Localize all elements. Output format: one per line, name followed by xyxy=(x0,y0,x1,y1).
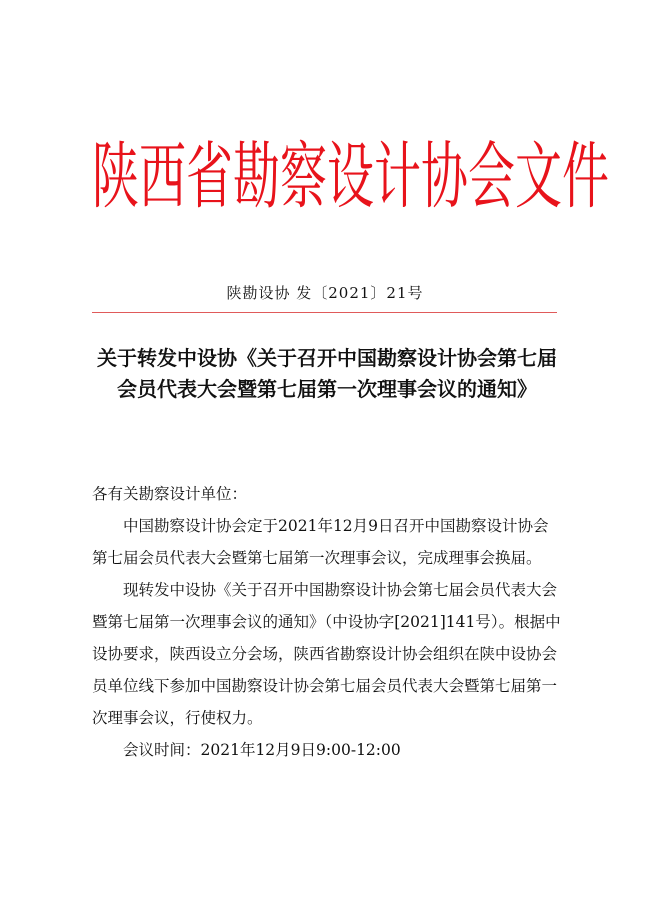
body-paragraph: 现转发中设协《关于召开中国勘察设计协会第七届会员代表大会暨第七届第一次理事会议的通知》（中设协字[2021]141号）。根据中设协要求，陕西设立分会场，陕西省勘察设计协会组织在陕中设协会员单位线下参加中国勘察设计协会第七届会员代表大会暨第七届第一次理事会议，行使权力。 xyxy=(92,581,561,727)
document-masthead: 陕西省勘察设计协会文件 xyxy=(92,134,609,220)
meeting-time-paragraph: 会议时间：2021年12月9日9:00-12:00 xyxy=(123,741,401,759)
red-divider-line xyxy=(92,312,557,313)
document-body xyxy=(92,478,562,766)
document-title: 关于转发中设协《关于召开中国勘察设计协会第七届会员代表大会暨第七届第一次理事会议的通知》 xyxy=(97,346,557,401)
body-paragraph: 中国勘察设计协会定于2021年12月9日召开中国勘察设计协会第七届会员代表大会暨第七届第一次理事会议，完成理事会换届。 xyxy=(92,517,549,567)
document-number: 陕勘设协 发〔2021〕21号 xyxy=(226,284,424,302)
salutation: 各有关勘察设计单位： xyxy=(92,485,248,503)
